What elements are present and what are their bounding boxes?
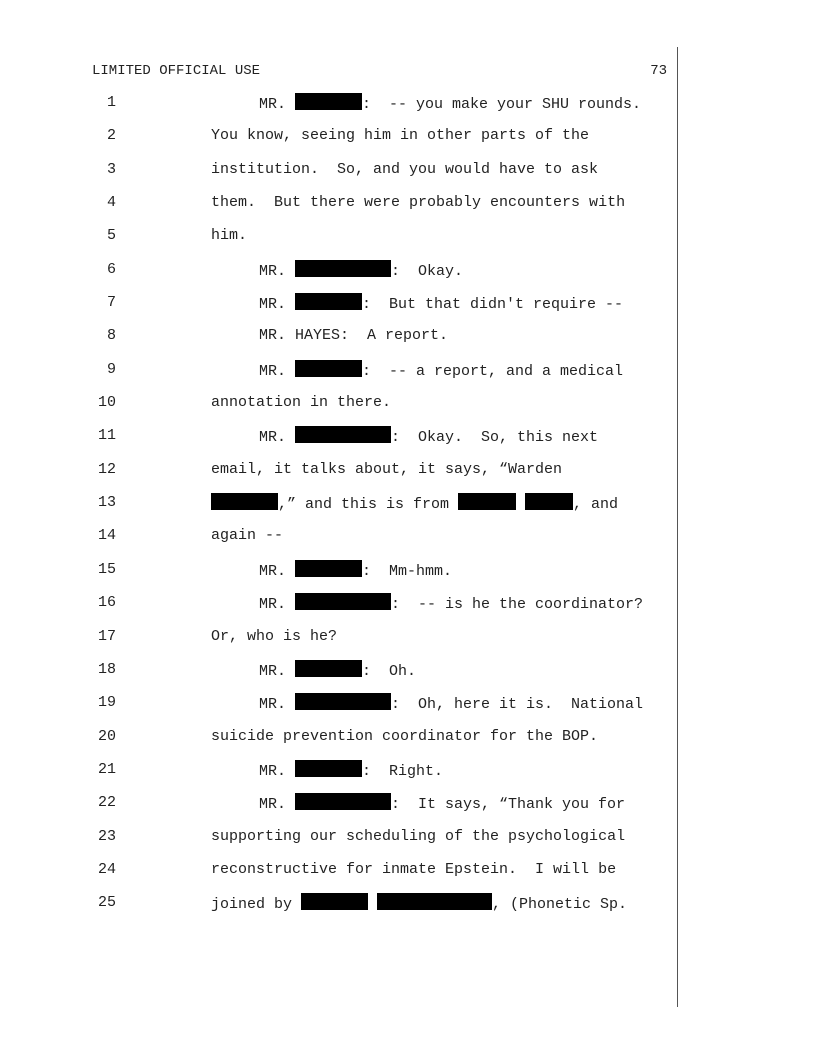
redaction-box [525, 493, 573, 510]
transcript-line [0, 393, 816, 426]
speech-text: : -- you make your SHU rounds. [362, 96, 642, 113]
speech-text: , and [573, 496, 619, 514]
redaction-box [295, 760, 362, 777]
transcript-line [0, 293, 816, 326]
line-number: 21 [97, 760, 116, 778]
speaker-prefix: MR. [259, 262, 296, 280]
transcript-line [0, 360, 816, 393]
speaker-prefix: MR. [259, 362, 296, 380]
speech-text: , (Phonetic Sp. [492, 896, 628, 914]
speech-text: : Mm-hmm. [362, 562, 453, 580]
transcript-line [0, 460, 816, 493]
line-text [259, 693, 643, 715]
line-number: 8 [106, 327, 116, 345]
line-number: 16 [97, 594, 116, 612]
line-text [259, 660, 416, 682]
speech-text: : Oh. [362, 662, 417, 680]
speech-text: : -- is he the coordinator? [391, 596, 644, 614]
speech-text: : Right. [362, 762, 444, 780]
speaker-prefix: MR. [259, 562, 296, 580]
line-text [259, 560, 452, 582]
line-text: Or, who is he? [211, 627, 338, 645]
redaction-box [295, 293, 362, 310]
line-number: 19 [97, 694, 116, 712]
speech-text: joined by [211, 896, 302, 914]
speech-text: : Okay. [391, 262, 464, 280]
line-number: 17 [97, 627, 116, 645]
header-label: LIMITED OFFICIAL USE [92, 63, 261, 79]
line-number: 22 [97, 794, 116, 812]
line-text [259, 426, 598, 448]
line-number: 5 [106, 227, 116, 245]
line-number: 6 [106, 260, 116, 278]
speaker-prefix: MR. [259, 762, 296, 780]
line-number: 7 [106, 294, 116, 312]
line-number: 24 [97, 860, 116, 878]
speech-text: : But that didn't require -- [362, 296, 624, 314]
line-text: email, it talks about, it says, “Warden [211, 460, 563, 478]
transcript-line [0, 426, 816, 459]
transcript-line [0, 693, 816, 726]
speech-text: ,” and this is from [278, 496, 459, 514]
line-text: annotation in there. [211, 394, 392, 412]
line-text: supporting our scheduling of the psychological [211, 827, 626, 845]
transcript-line [0, 326, 816, 359]
line-number: 15 [97, 560, 116, 578]
line-number: 23 [97, 827, 116, 845]
speech-text [516, 496, 525, 513]
redaction-box [295, 693, 391, 710]
line-number: 13 [97, 494, 116, 512]
line-text [259, 593, 643, 615]
line-text [211, 493, 618, 515]
transcript-lines [0, 93, 816, 927]
line-number: 9 [106, 360, 116, 378]
line-text [259, 260, 463, 282]
redaction-box [295, 593, 391, 610]
line-text: suicide prevention coordinator for the BOP. [211, 727, 599, 745]
line-number: 2 [106, 127, 116, 145]
redaction-box [295, 360, 362, 377]
transcript-line [0, 660, 816, 693]
speech-text: : -- a report, and a medical [362, 362, 624, 380]
transcript-line [0, 526, 816, 559]
speaker-prefix: MR. [259, 796, 296, 814]
transcript-line [0, 260, 816, 293]
speech-text: : It says, “Thank you for [391, 796, 626, 814]
line-number: 11 [97, 427, 116, 445]
transcript-line [0, 560, 816, 593]
speech-text: : Oh, here it is. National [391, 696, 644, 714]
speech-text [368, 896, 377, 913]
line-number: 4 [106, 194, 116, 212]
speaker-prefix: MR. [259, 429, 296, 447]
line-text [259, 360, 623, 382]
transcript-line [0, 760, 816, 793]
redaction-box [458, 493, 516, 510]
page-number: 73 [650, 63, 667, 79]
line-number: 12 [97, 460, 116, 478]
transcript-line [0, 93, 816, 126]
line-text [259, 793, 625, 815]
transcript-line [0, 226, 816, 259]
line-text: You know, seeing him in other parts of the [211, 127, 590, 145]
speaker-prefix: MR. [259, 662, 296, 680]
line-text [259, 760, 443, 782]
line-number: 10 [97, 394, 116, 412]
line-number: 3 [106, 160, 116, 178]
transcript-line [0, 493, 816, 526]
line-text [211, 893, 627, 915]
line-number: 18 [97, 660, 116, 678]
line-number: 25 [97, 894, 116, 912]
speaker-prefix: MR. [259, 596, 296, 614]
redaction-box [295, 660, 362, 677]
redaction-box [295, 793, 391, 810]
transcript-line [0, 793, 816, 826]
line-text: MR. HAYES: A report. [259, 327, 449, 345]
transcript-line [0, 827, 816, 860]
line-text [259, 93, 641, 115]
redaction-box [211, 493, 278, 510]
line-text: institution. So, and you would have to ask [211, 160, 599, 178]
transcript-line [0, 727, 816, 760]
transcript-line [0, 160, 816, 193]
redaction-box [295, 426, 391, 443]
transcript-line [0, 593, 816, 626]
redaction-box [295, 260, 391, 277]
line-number: 20 [97, 727, 116, 745]
line-text [259, 293, 623, 315]
transcript-line [0, 893, 816, 926]
line-number: 14 [97, 527, 116, 545]
line-text: reconstructive for inmate Epstein. I will be [211, 860, 617, 878]
transcript-line [0, 193, 816, 226]
redaction-box [295, 93, 362, 110]
line-text: again -- [211, 527, 284, 545]
transcript-line [0, 860, 816, 893]
redaction-box [301, 893, 368, 910]
line-number: 1 [106, 94, 116, 111]
speaker-prefix: MR. [259, 96, 296, 113]
redaction-box [295, 560, 362, 577]
transcript-line [0, 627, 816, 660]
speaker-prefix: MR. [259, 696, 296, 714]
speech-text: : Okay. So, this next [391, 429, 599, 447]
speaker-prefix: MR. [259, 296, 296, 314]
line-text: them. But there were probably encounters with [211, 194, 626, 212]
redaction-box [377, 893, 492, 910]
transcript-line [0, 126, 816, 159]
line-text: him. [211, 227, 248, 245]
